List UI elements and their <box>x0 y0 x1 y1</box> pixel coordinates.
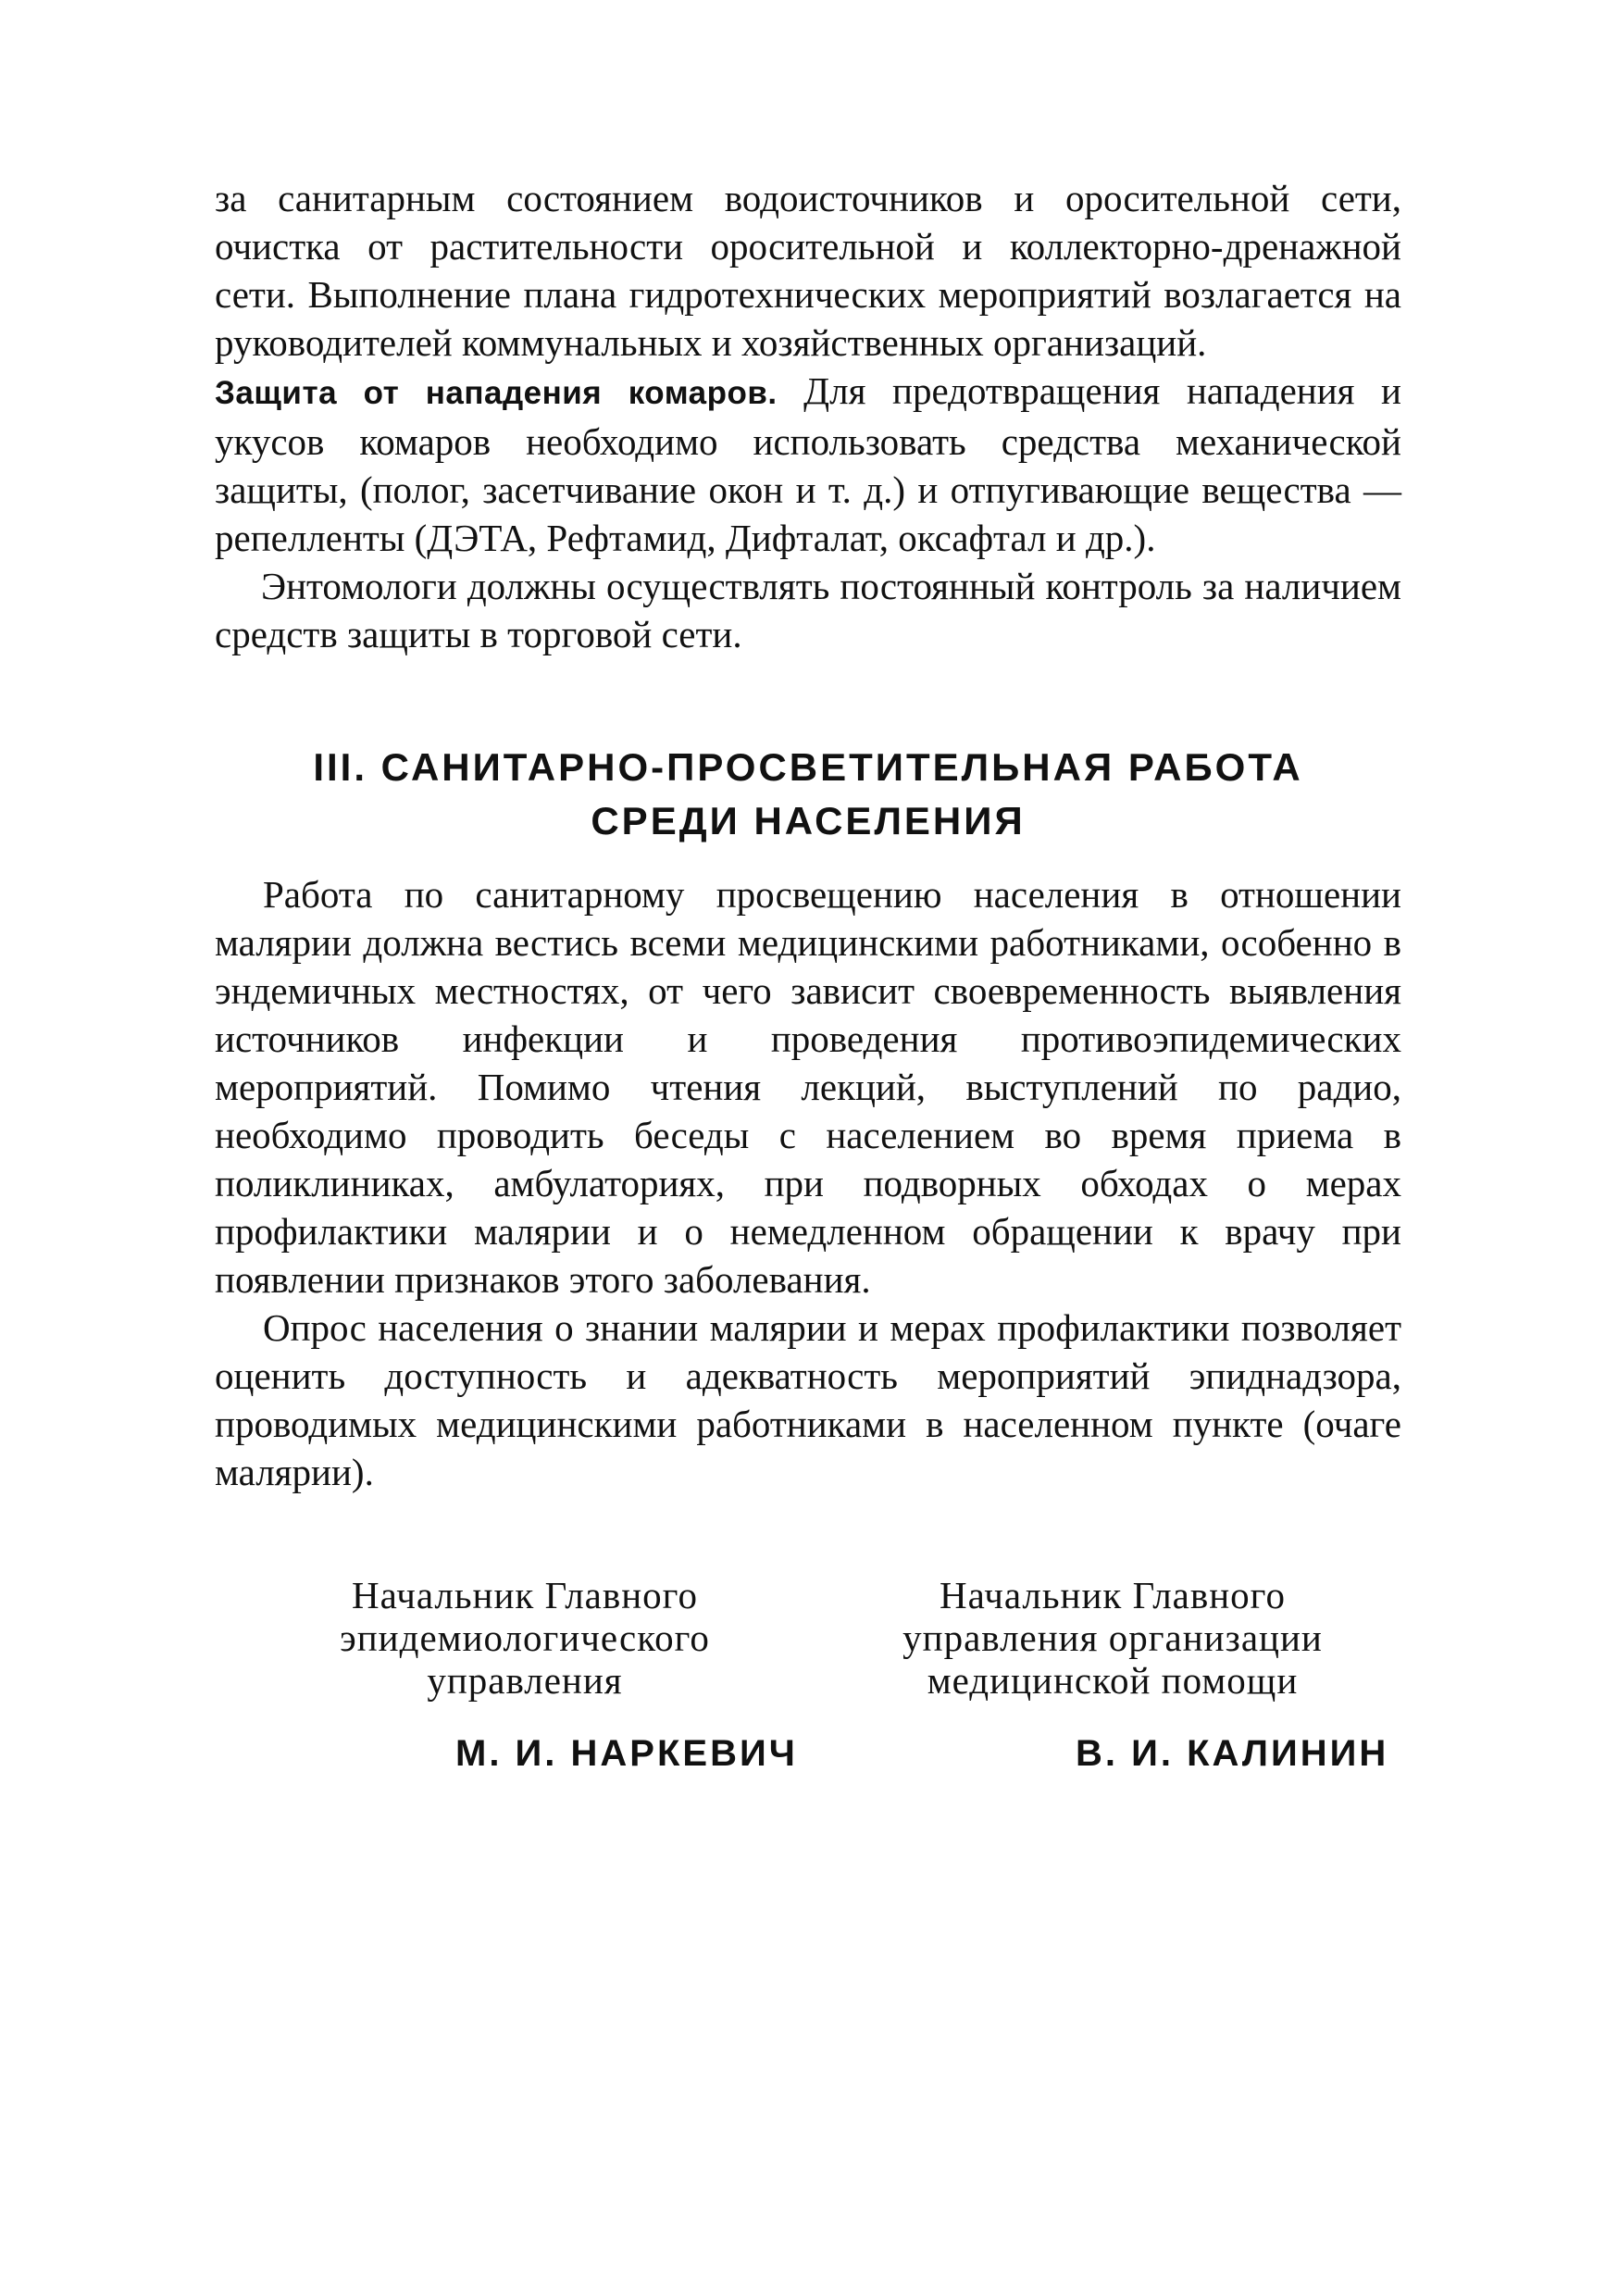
section-heading-line-2: СРЕДИ НАСЕЛЕНИЯ <box>591 799 1026 842</box>
signature-left-line-3: управления <box>427 1659 623 1702</box>
signature-left-title <box>317 1574 733 1702</box>
paragraph-mosquito-protection <box>215 367 1401 562</box>
signatory-name-left: М. И. НАРКЕВИЧ <box>455 1733 798 1774</box>
paragraph-health-education: Работа по санитарному просвещению населения в отношении малярии должна вестись всеми медицинскими работниками, особенно в эндемичных местностях, от чего зависит своевременность выявления источников инфекции и проведения противоэпидемических мероприятий. Помимо чтения лекций, выступлений по радио, необходимо проводить беседы с населением во время приема в поликлиниках, амбулаториях, при подворных обходах о мерах профилактики малярии и о немедленном обращении к врачу при появлении признаков этого заболевания. <box>215 873 1401 1301</box>
paragraph-lead-heading: Защита от нападения комаров. <box>215 375 778 411</box>
section-heading-line-1: III. САНИТАРНО-ПРОСВЕТИТЕЛЬНАЯ РАБОТА <box>313 745 1303 789</box>
signatory-name-right: В. И. КАЛИНИН <box>1076 1733 1389 1774</box>
paragraph-entomologists: Энтомологи должны осуществлять постоянный контроль за наличием средств защиты в торговой сети. <box>215 565 1401 655</box>
signature-right-line-1: Начальник Главного <box>940 1574 1286 1616</box>
paragraph-hydro-measures: за санитарным состоянием водоисточников и оросительной сети, очистка от растительности оросительной и коллекторно-дренажной сети. Выполнение плана гидротехнических мероприятий возлагается на руководителей коммунальных и хозяйственных организаций. <box>215 177 1401 364</box>
signature-left-line-1: Начальник Главного <box>352 1574 698 1616</box>
signature-left-line-2: эпидемиологического <box>340 1616 710 1659</box>
section-heading <box>215 741 1401 848</box>
signature-right-line-3: медицинской помощи <box>927 1659 1299 1702</box>
paragraph-body: Для предотвращения нападения и укусов комаров необходимо использовать средства механической защиты, (полог, засетчивание окон и т. д.) и отпугивающие вещества — репелленты (ДЭТА, Рефтамид, Дифталат, оксафтал и др.). <box>215 369 1401 559</box>
signature-right-title <box>863 1574 1363 1702</box>
paragraph-population-survey: Опрос населения о знании малярии и мерах профилактики позволяет оценить доступность и адекватность мероприятий эпиднадзора, проводимых медицинскими работниками в населенном пункте (очаге малярии). <box>215 1306 1401 1493</box>
signature-block <box>215 1574 1418 1815</box>
signature-right-line-2: управления организации <box>902 1616 1323 1659</box>
text-block-lower <box>215 870 1401 1496</box>
text-block-upper <box>215 174 1401 658</box>
